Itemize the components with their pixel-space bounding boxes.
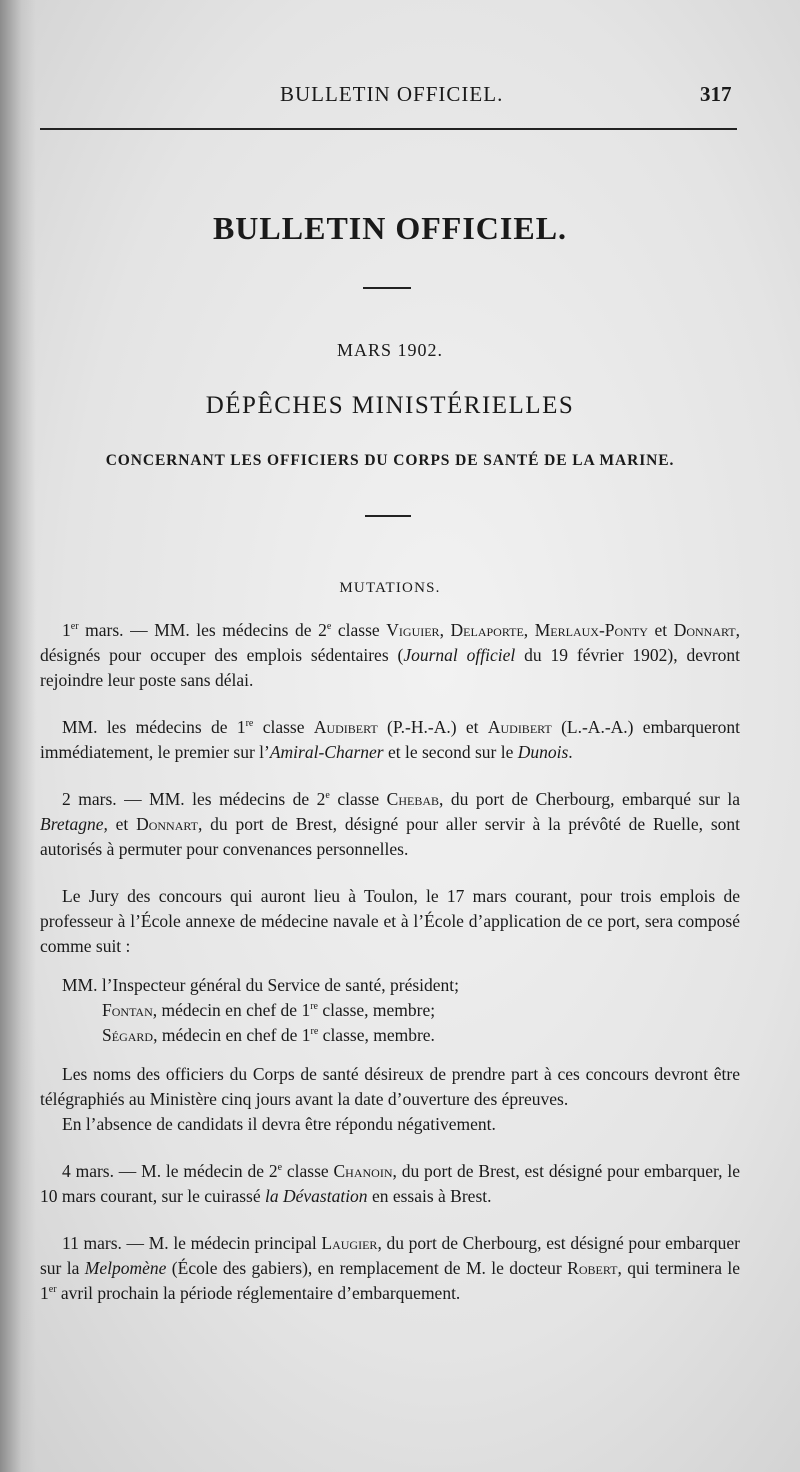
jury-line-president: MM. l’Inspecteur général du Service de santé, président; (62, 975, 460, 995)
paragraph-1 (40, 618, 740, 693)
text-run: et le second sur le (383, 742, 518, 762)
text-run: , du port de Cherbourg, embarqué sur la (439, 789, 740, 809)
ordinal-suffix: re (310, 1001, 318, 1013)
text-run: et (107, 814, 137, 834)
running-title: BULLETIN OFFICIEL. (280, 82, 504, 106)
date-heading: MARS 1902. (336, 340, 444, 360)
person-name: Merlaux-Ponty (534, 620, 648, 640)
page-number: 317 (700, 82, 732, 106)
paragraph-3 (40, 787, 740, 862)
person-name: Viguier (386, 620, 440, 640)
section-title: DÉPÊCHES MINISTÉRIELLES (205, 392, 575, 419)
text-run: , (439, 620, 451, 640)
paragraph-8 (40, 1231, 740, 1306)
text-run: , qui terminera le 1 (40, 1258, 740, 1303)
text-run: 11 mars. — M. le médecin principal (62, 1233, 322, 1253)
text-run: . (568, 742, 573, 762)
jury-line-member-1 (40, 998, 740, 1023)
italic-text: Bretagne, (40, 814, 108, 834)
text-run: , (523, 620, 535, 640)
italic-text: Melpomène (84, 1258, 167, 1278)
text-run: avril prochain la période réglementaire d’embarquement. (56, 1283, 461, 1303)
text-run: (École des gabiers), en remplacement de M. le docteur (166, 1258, 568, 1278)
text-run: mars. — MM. les médecins de 2 (78, 620, 327, 640)
paragraph-5: Les noms des officiers du Corps de santé désireux de prendre part à ces concours devront être télégraphiés au Ministère cinq jours avant la date d’ouverture des épreuves. (40, 1064, 740, 1109)
italic-text: Journal officiel (403, 645, 516, 665)
paragraph-7 (40, 1159, 740, 1209)
text-run: classe (253, 717, 314, 737)
body-text (40, 618, 740, 1306)
person-name: Fontan (102, 1000, 153, 1020)
paragraph-2 (40, 715, 740, 765)
person-name: Ségard (102, 1025, 154, 1045)
page-title: BULLETIN OFFICIEL. (212, 210, 568, 246)
italic-text: Amiral-Charner (269, 742, 384, 762)
text-run: en essais à Brest. (367, 1186, 492, 1206)
ordinal-suffix: re (310, 1026, 319, 1038)
section-subtitle: CONCERNANT LES OFFICIERS DU CORPS DE SANTÉ DE LA MARINE. (105, 452, 675, 469)
text-run: et (647, 620, 674, 640)
text-run: , du port de Cherbourg, est désigné pour embarquer sur la (40, 1233, 740, 1278)
person-name: Robert (567, 1258, 618, 1278)
person-name: Audibert (313, 717, 378, 737)
text-run: classe (329, 789, 387, 809)
running-header (0, 82, 800, 112)
mutations-heading: MUTATIONS. (339, 580, 441, 596)
person-name: Laugier (321, 1233, 378, 1253)
person-name: Chebab (386, 789, 439, 809)
text-run: , médecin en chef de 1 (153, 1025, 311, 1045)
ordinal-suffix: re (245, 718, 254, 730)
text-run: , du port de Brest, désigné pour aller servir à la prévôté de Ruelle, sont autorisés à permuter pour convenances personnelles. (40, 814, 740, 859)
text-run: 1 (62, 620, 71, 640)
jury-line-member-2 (40, 1023, 740, 1048)
section-rule (365, 515, 411, 517)
person-name: Donnart (136, 814, 198, 834)
person-name: Chanoin (333, 1161, 393, 1181)
person-name: Delaporte (450, 620, 524, 640)
text-run: classe (282, 1161, 334, 1181)
ordinal-suffix: e (277, 1162, 283, 1174)
ordinal-suffix: e (326, 621, 332, 633)
text-run: , désignés pour occuper des emplois sédentaires ( (40, 620, 740, 665)
text-run: 4 mars. — M. le médecin de 2 (62, 1161, 278, 1181)
ordinal-suffix: e (325, 790, 330, 802)
text-run: 2 mars. — MM. les médecins de 2 (62, 789, 326, 809)
header-rule (40, 128, 737, 130)
text-run: (P.-H.-A.) et (377, 717, 488, 737)
text-run: , du port de Brest, est désigné pour embarquer, le 10 mars courant, sur le cuirassé (40, 1161, 740, 1206)
text-run: MM. les médecins de 1 (62, 717, 246, 737)
page-edge-shadow (0, 0, 36, 1472)
paragraph-4: Le Jury des concours qui auront lieu à Toulon, le 17 mars courant, pour trois emplois de professeur à l’École annexe de médecine navale et à l’École d’application de ce port, sera composé comme suit : (40, 886, 740, 956)
person-name: Audibert (487, 717, 552, 737)
person-name: Donnart (673, 620, 736, 640)
ordinal-suffix: er (48, 1284, 57, 1296)
text-run: du 19 février 1902), devront rejoindre leur poste sans délai. (40, 645, 740, 690)
paragraph-6: En l’absence de candidats il devra être répondu négativement. (62, 1114, 496, 1134)
title-rule (363, 287, 411, 289)
ordinal-suffix: er (70, 621, 79, 633)
text-run: classe, membre; (318, 1000, 436, 1020)
text-run: (L.-A.-A.) embarqueront immédiatement, le premier sur l’ (40, 717, 740, 762)
text-run: classe (331, 620, 387, 640)
italic-text: la Dévastation (265, 1186, 368, 1206)
text-run: , médecin en chef de 1 (152, 1000, 311, 1020)
italic-text: Dunois (517, 742, 569, 762)
text-run: classe, membre. (318, 1025, 435, 1045)
